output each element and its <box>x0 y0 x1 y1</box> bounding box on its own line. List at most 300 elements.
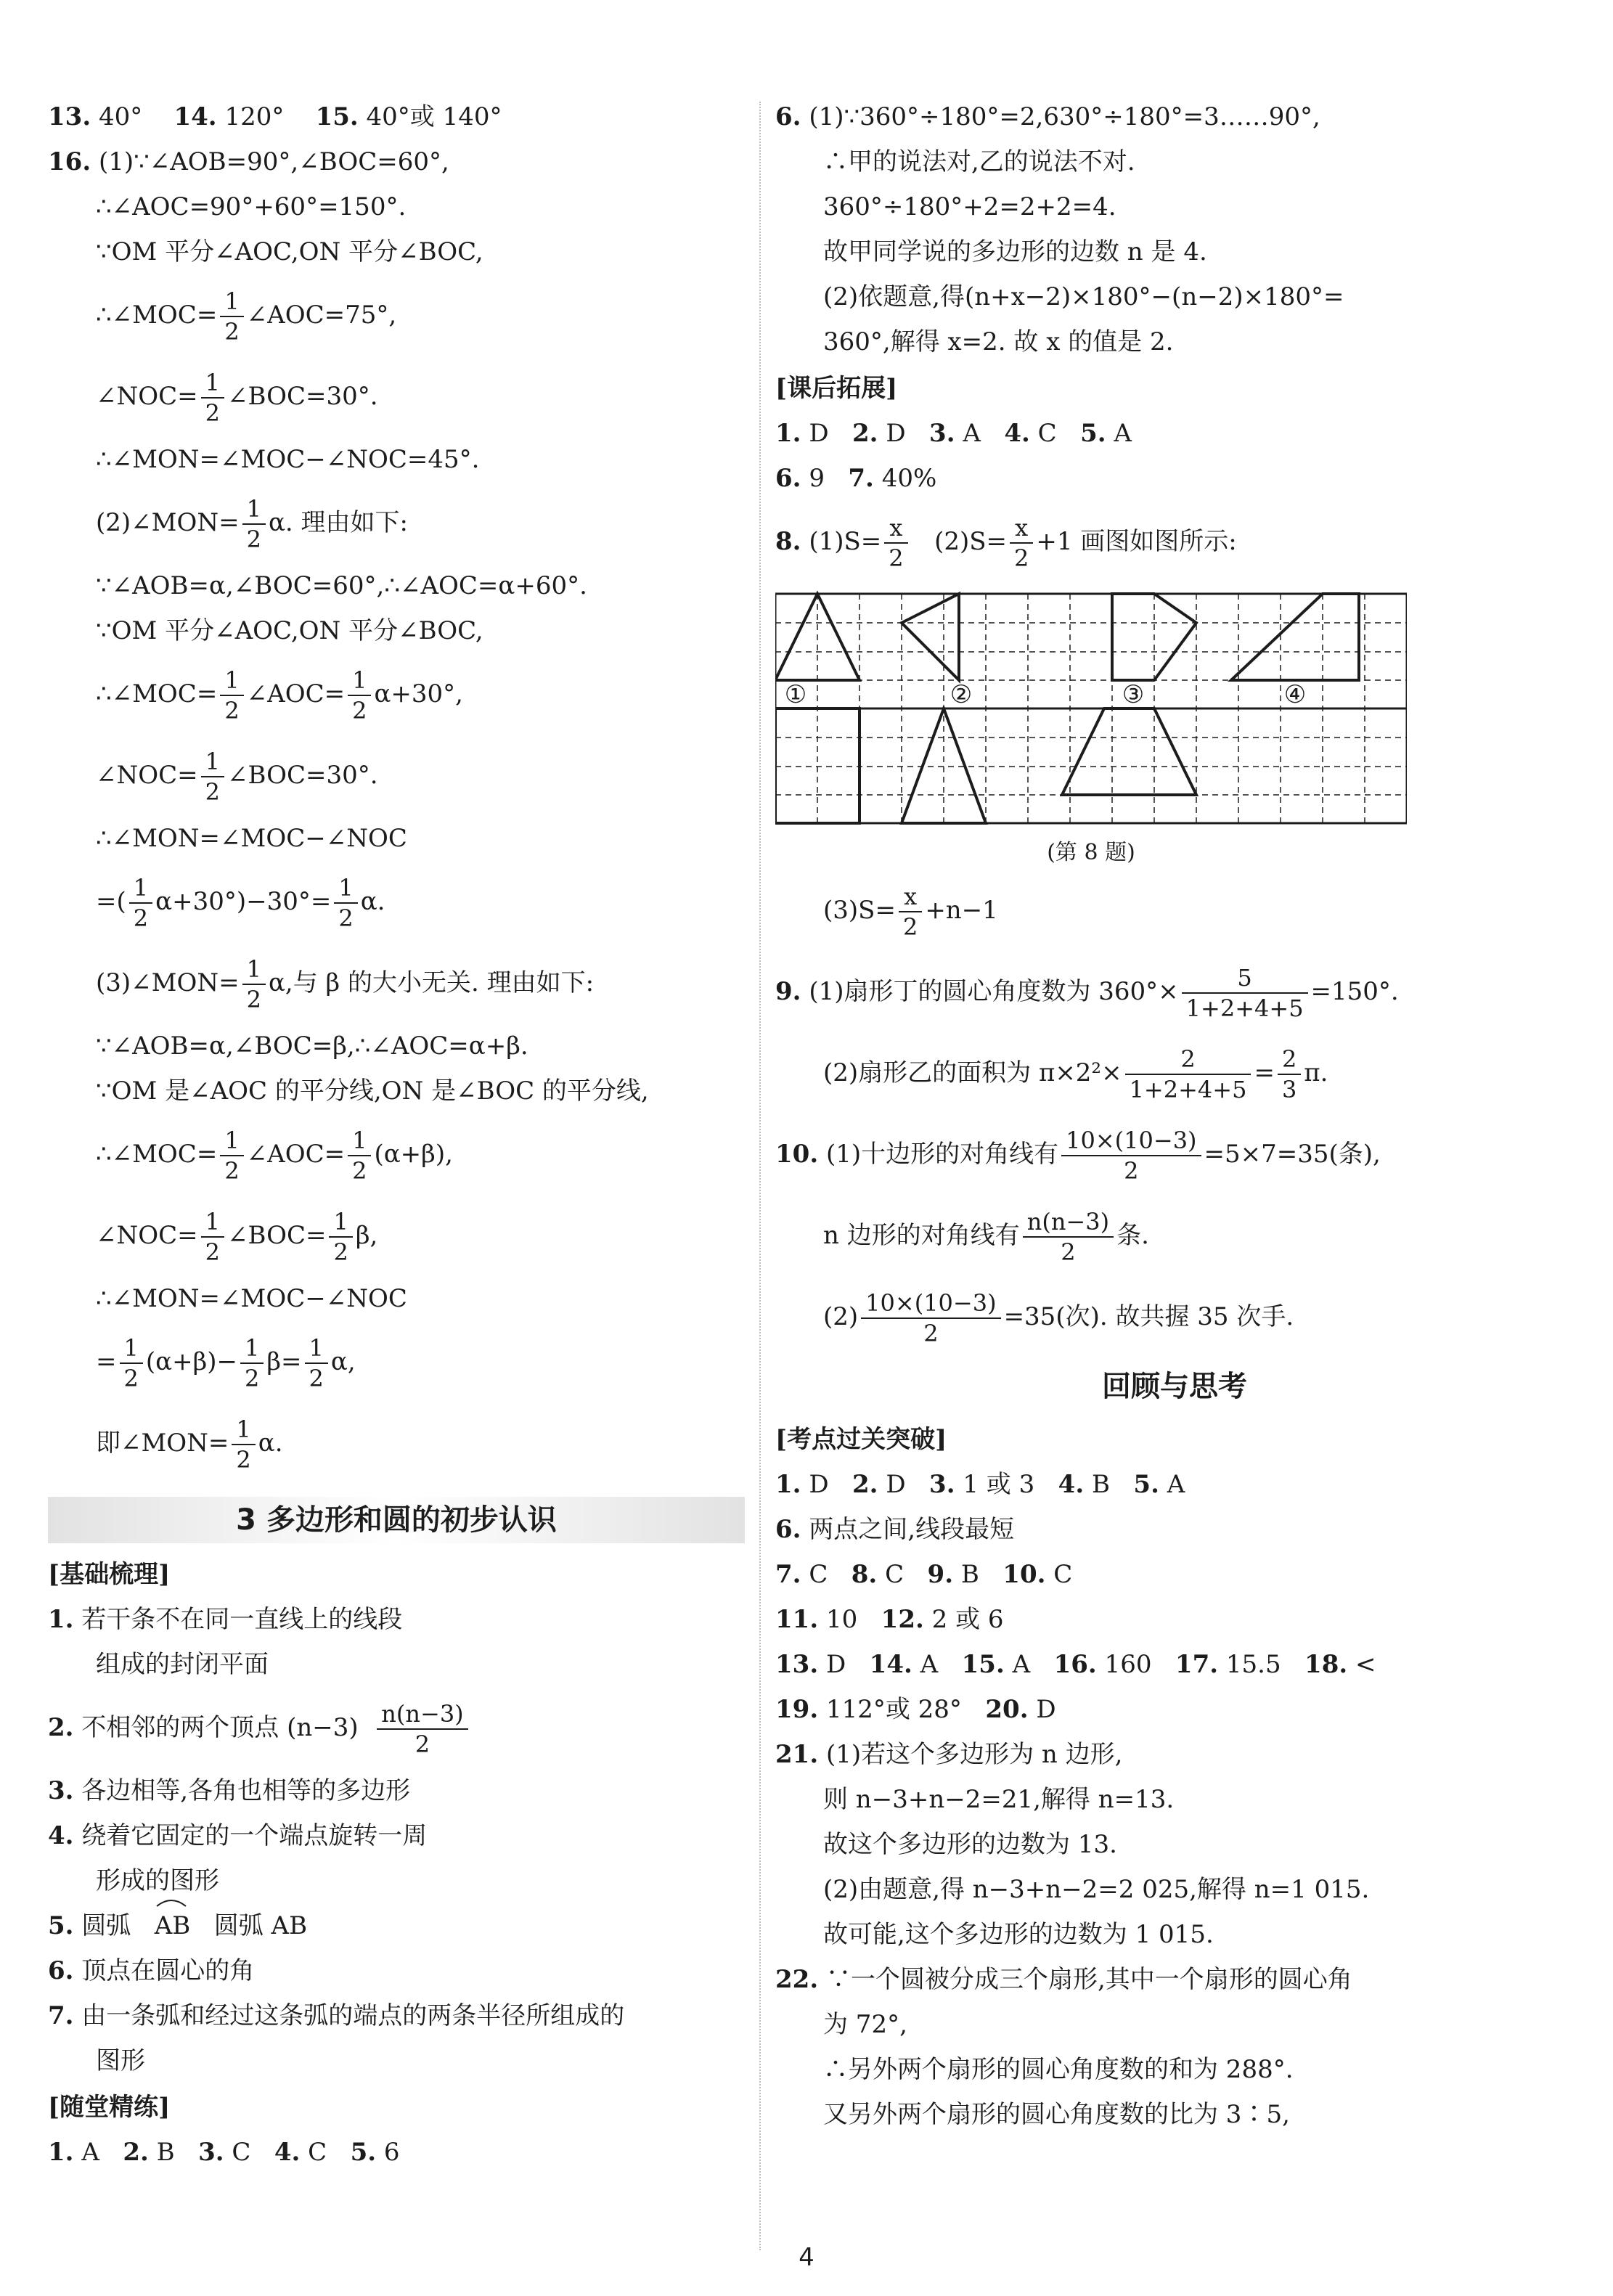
numerator: 1 <box>201 368 224 399</box>
text: ∠NOC= <box>96 1221 198 1250</box>
fraction-half <box>348 666 371 725</box>
q16-line-l: ∴∠MON=∠MOC−∠NOC <box>96 824 407 853</box>
numerator: 2 <box>1125 1045 1251 1075</box>
numerator: 1 <box>348 1126 371 1156</box>
answer: D <box>809 1470 829 1499</box>
fraction-half <box>120 1333 143 1393</box>
basic-2 <box>48 1687 745 1768</box>
numerator: 1 <box>201 1207 224 1238</box>
denominator: 2 <box>1061 1238 1076 1266</box>
text: ∠NOC= <box>96 382 198 411</box>
text: α+30°)−30°= <box>155 887 332 916</box>
review-answers-7 <box>775 1552 1574 1597</box>
numerator: 1 <box>220 1126 243 1156</box>
q-number: 6. <box>775 1515 801 1544</box>
q-number: 5. <box>1080 419 1106 448</box>
q-number: 1. <box>775 1470 801 1499</box>
q-number: 8. <box>775 527 801 556</box>
section-banner: 3 多边形和圆的初步认识 <box>48 1497 745 1543</box>
q-number: 2. <box>852 419 878 448</box>
q-number: 1. <box>48 1605 74 1634</box>
review-answers-19 <box>775 1687 1574 1732</box>
q9-line-b <box>775 1032 1574 1114</box>
tag-class-practice: [随堂精练] <box>48 2093 171 2122</box>
denominator: 1+2+4+5 <box>1129 1076 1247 1103</box>
fraction <box>1023 1207 1114 1267</box>
fraction <box>861 1288 1000 1348</box>
text: ∠BOC=30°. <box>226 382 378 411</box>
answer: A <box>1167 1470 1185 1499</box>
numerator: x <box>884 513 907 544</box>
review-6 <box>775 1507 1574 1552</box>
left-column <box>48 94 745 2175</box>
numerator: 10×(10−3) <box>1061 1126 1201 1156</box>
q-number: 4. <box>274 2138 301 2167</box>
q16-line-s: ∴∠MON=∠MOC−∠NOC <box>96 1284 407 1313</box>
answer: B <box>156 2138 175 2167</box>
q-number: 11. <box>775 1605 819 1634</box>
q16-line-f: ∴∠MON=∠MOC−∠NOC=45°. <box>96 445 480 474</box>
answer: C <box>885 1560 904 1589</box>
figure-label-2: ② <box>950 680 973 709</box>
denominator: 2 <box>415 1731 430 1758</box>
text: 若干条不在同一直线上的线段 <box>81 1605 403 1634</box>
q16-line-n <box>48 942 745 1024</box>
text: β, <box>355 1221 378 1250</box>
text: 绕着它固定的一个端点旋转一周 <box>81 1821 428 1850</box>
q22-line-d: 又另外两个扇形的圆心角度数的比为 3∶5, <box>823 2100 1290 2129</box>
q16-line-k <box>48 735 745 816</box>
answer: C <box>1037 419 1057 448</box>
answer: 40% <box>881 464 937 493</box>
text: 不相邻的两个顶点 (n−3) <box>81 1713 359 1742</box>
text: ∴∠MOC= <box>96 1140 218 1169</box>
numerator: 1 <box>220 666 243 696</box>
text: ∠AOC=75°, <box>246 301 397 330</box>
fraction-x-over-2 <box>884 513 907 573</box>
q16-line-h: ∵∠AOB=α,∠BOC=60°,∴∠AOC=α+60°. <box>96 571 587 600</box>
text: ∠AOC= <box>246 1140 346 1169</box>
text: = <box>1254 1058 1275 1087</box>
arc-symbol-icon <box>155 1897 188 1908</box>
q-number: 5. <box>48 1911 74 1940</box>
q-number: 21. <box>775 1740 819 1769</box>
answer: 2 或 6 <box>931 1605 1004 1634</box>
q22-line-c: ∴另外两个扇形的圆心角度数的和为 288°. <box>823 2055 1294 2084</box>
fraction-half <box>242 955 266 1014</box>
denominator: 2 <box>224 318 240 346</box>
fraction-half <box>201 1207 224 1267</box>
answer: 两点之间,线段最短 <box>809 1515 1015 1544</box>
q-number: 22. <box>775 1965 819 1994</box>
q16-line-t <box>48 1321 745 1402</box>
fraction-half <box>220 287 243 346</box>
text: α. <box>258 1429 283 1458</box>
q21-line-c: 故这个多边形的边数为 13. <box>823 1830 1117 1859</box>
basic-3 <box>48 1768 745 1813</box>
text: ∠AOC= <box>246 679 346 708</box>
q22-line-b: 为 72°, <box>823 2010 907 2039</box>
q16-line-e <box>48 356 745 437</box>
fraction <box>377 1699 467 1759</box>
answer: D <box>886 419 906 448</box>
fraction <box>1125 1045 1251 1104</box>
denominator: 2 <box>205 399 220 427</box>
answer: B <box>960 1560 979 1589</box>
figure-label-3: ③ <box>1122 680 1145 709</box>
q21-line-a <box>775 1732 1574 1777</box>
denominator: 2 <box>309 1365 324 1392</box>
answer: C <box>308 2138 327 2167</box>
fraction-half <box>232 1415 255 1474</box>
numerator: x <box>1010 513 1033 544</box>
q-number: 4. <box>48 1821 74 1850</box>
answer: D <box>825 1650 846 1679</box>
q-number: 2. <box>48 1713 74 1742</box>
text: (3)∠MON= <box>96 968 240 997</box>
tag-exam-points: [考点过关突破] <box>775 1425 947 1454</box>
right-column <box>775 94 1574 2137</box>
numerator: n(n−3) <box>1023 1207 1114 1238</box>
figure-label-1: ① <box>784 680 807 709</box>
basic-1 <box>48 1597 745 1642</box>
text: β= <box>266 1347 302 1376</box>
text: AB <box>154 1911 191 1940</box>
text: (1)扇形丁的圆心角度数为 360°× <box>809 977 1179 1006</box>
numerator: 1 <box>242 955 266 985</box>
numerator: 1 <box>232 1415 255 1445</box>
basic-4 <box>48 1813 745 1858</box>
q-number: 10. <box>1002 1560 1046 1589</box>
numerator: n(n−3) <box>377 1699 467 1730</box>
text: (1)十边形的对角线有 <box>825 1140 1059 1169</box>
after-answers-2 <box>775 456 1574 501</box>
text: 各边相等,各角也相等的多边形 <box>81 1776 411 1805</box>
answer: A <box>963 419 981 448</box>
q9-line-a <box>775 951 1574 1032</box>
text: α+30°, <box>374 679 463 708</box>
answer: C <box>232 2138 251 2167</box>
review-answers-1 <box>775 1462 1574 1507</box>
text: (1)S= <box>809 527 882 556</box>
q8-line-a <box>775 501 1574 582</box>
denominator: 2 <box>338 904 354 932</box>
arc-ab <box>155 1903 191 1948</box>
text: =5×7=35(条), <box>1204 1140 1381 1169</box>
q-number: 6. <box>775 102 801 131</box>
text: (2)扇形乙的面积为 π×2²× <box>823 1058 1122 1087</box>
answer: C <box>809 1560 828 1589</box>
text: n 边形的对角线有 <box>823 1221 1020 1250</box>
fraction-half <box>220 1126 243 1185</box>
q16-line-r <box>48 1195 745 1276</box>
q16-line-d <box>48 274 745 356</box>
q16-line-p: ∵OM 是∠AOC 的平分线,ON 是∠BOC 的平分线, <box>96 1076 649 1106</box>
fraction-half <box>201 747 224 806</box>
q-number: 2. <box>123 2138 149 2167</box>
text: π. <box>1304 1058 1328 1087</box>
answer: 6 <box>383 2138 400 2167</box>
q10-line-b <box>775 1195 1574 1276</box>
q-number: 4. <box>1058 1470 1085 1499</box>
shape-5-rectangle <box>775 708 859 823</box>
answer-line-13-15 <box>48 94 745 139</box>
q-number: 2. <box>852 1470 878 1499</box>
q16-line-b: ∴∠AOC=90°+60°=150°. <box>96 192 407 221</box>
q6-line-a <box>775 94 1574 139</box>
answer: A <box>81 2138 99 2167</box>
text: ∴∠MOC= <box>96 301 218 330</box>
answer: 40° <box>98 102 143 131</box>
q-number: 5. <box>350 2138 377 2167</box>
text: ∠BOC= <box>226 1221 327 1250</box>
q-number: 6. <box>775 464 801 493</box>
q16-line-u <box>48 1402 745 1484</box>
denominator: 2 <box>205 778 220 806</box>
answer: A <box>920 1650 939 1679</box>
q22-line-a <box>775 1957 1574 2002</box>
q-number: 9. <box>775 977 801 1006</box>
text: α,与 β 的大小无关. 理由如下: <box>268 968 595 997</box>
q6-line-b: ∴甲的说法对,乙的说法不对. <box>823 147 1135 176</box>
fraction <box>1061 1126 1201 1185</box>
answer: 120° <box>224 102 285 131</box>
text: 由一条弧和经过这条弧的端点的两条半径所组成的 <box>81 2001 625 2030</box>
numerator: 1 <box>305 1333 328 1364</box>
numerator: x <box>899 882 922 912</box>
numerator: 1 <box>240 1333 264 1364</box>
q10-line-c <box>775 1276 1574 1357</box>
q-number: 5. <box>1133 1470 1159 1499</box>
fraction-half <box>242 494 266 554</box>
numerator: 1 <box>348 666 371 696</box>
q6-line-d: 故甲同学说的多边形的边数 n 是 4. <box>823 237 1207 266</box>
grid-figure-q8 <box>775 587 1407 836</box>
basic-7-cont: 图形 <box>96 2046 145 2075</box>
q16-line-o: ∵∠AOB=α,∠BOC=β,∴∠AOC=α+β. <box>96 1031 528 1061</box>
denominator: 1+2+4+5 <box>1185 994 1304 1022</box>
after-answers-1 <box>775 411 1574 456</box>
review-answers-13 <box>775 1642 1574 1687</box>
q-number: 15. <box>961 1650 1005 1679</box>
text: 条. <box>1116 1221 1149 1250</box>
q-number: 6. <box>48 1956 74 1985</box>
denominator: 2 <box>902 913 918 941</box>
denominator: 2 <box>123 1365 139 1392</box>
text: =( <box>96 887 126 916</box>
q16-line-i: ∵OM 平分∠AOC,ON 平分∠BOC, <box>96 616 483 645</box>
q6-line-f: 360°,解得 x=2. 故 x 的值是 2. <box>823 327 1174 356</box>
q-number: 17. <box>1175 1650 1219 1679</box>
answer: 40°或 140° <box>366 102 502 131</box>
numerator: 1 <box>120 1333 143 1364</box>
q-number: 3. <box>198 2138 224 2167</box>
denominator: 2 <box>1014 544 1029 572</box>
answer: B <box>1091 1470 1110 1499</box>
q-number: 16. <box>48 147 91 176</box>
figure-caption: (第 8 题) <box>1047 840 1135 865</box>
q-number: 18. <box>1304 1650 1348 1679</box>
answer: D <box>809 419 829 448</box>
q-number: 7. <box>775 1560 801 1589</box>
basic-6 <box>48 1948 745 1993</box>
q-number: 10. <box>775 1140 819 1169</box>
fraction-half <box>220 666 243 725</box>
text: (2)∠MON= <box>96 508 240 537</box>
q21-line-d: (2)由题意,得 n−3+n−2=2 025,解得 n=1 015. <box>823 1875 1370 1904</box>
text: +n−1 <box>925 896 998 925</box>
numerator: 1 <box>201 747 224 777</box>
q-number: 13. <box>775 1650 819 1679</box>
text: +1 画图如图所示: <box>1036 527 1237 556</box>
q-number: 15. <box>315 102 359 131</box>
numerator: 1 <box>242 494 266 525</box>
q-number: 14. <box>869 1650 912 1679</box>
shape-6-triangle <box>902 708 986 823</box>
denominator: 2 <box>224 1157 240 1185</box>
text: ∠NOC= <box>96 761 198 790</box>
text: (α+β), <box>374 1140 453 1169</box>
text: (1)若这个多边形为 n 边形, <box>825 1740 1123 1769</box>
q-number: 12. <box>881 1605 924 1634</box>
q16-line-c: ∵OM 平分∠AOC,ON 平分∠BOC, <box>96 237 483 266</box>
denominator: 2 <box>889 544 904 572</box>
q-number: 7. <box>848 464 874 493</box>
basic-5 <box>48 1903 745 1948</box>
denominator: 2 <box>205 1238 220 1266</box>
q-number: 1. <box>48 2138 74 2167</box>
denominator: 3 <box>1281 1076 1297 1103</box>
text: (1)∵360°÷180°=2,630°÷180°=3……90°, <box>809 102 1320 131</box>
shape-7-trapezoid <box>1062 708 1196 795</box>
fraction-half <box>305 1333 328 1393</box>
shape-4-trapezoid <box>1231 594 1359 680</box>
q-number: 1. <box>775 419 801 448</box>
text: = <box>96 1347 117 1376</box>
basic-1-cont: 组成的封闭平面 <box>96 1650 269 1679</box>
q-number: 7. <box>48 2001 74 2030</box>
text: 圆弧 AB <box>213 1911 308 1940</box>
denominator: 2 <box>1124 1157 1139 1185</box>
text: =35(次). 故共握 35 次手. <box>1003 1302 1294 1331</box>
numerator: 1 <box>220 287 243 317</box>
numerator: 1 <box>334 873 357 904</box>
text: 圆弧 <box>81 1911 131 1940</box>
figure-label-4: ④ <box>1283 680 1307 709</box>
answer: A <box>1114 419 1132 448</box>
q-number: 16. <box>1053 1650 1097 1679</box>
answer: C <box>1053 1560 1073 1589</box>
text: α. <box>360 887 385 916</box>
answer: A <box>1012 1650 1031 1679</box>
denominator: 2 <box>246 526 261 553</box>
fraction-half <box>129 873 152 933</box>
class-answers <box>48 2130 745 2175</box>
answer: 15.5 <box>1225 1650 1281 1679</box>
text: =150°. <box>1310 977 1399 1006</box>
q-number: 14. <box>173 102 217 131</box>
basic-4-cont: 形成的图形 <box>96 1866 219 1895</box>
text: (3)S= <box>823 896 896 925</box>
answer: 10 <box>825 1605 858 1634</box>
q6-line-e: (2)依题意,得(n+x−2)×180°−(n−2)×180°= <box>823 282 1344 311</box>
basic-7 <box>48 1993 745 2038</box>
text: 即∠MON= <box>96 1429 229 1458</box>
q16-line-j <box>48 653 745 735</box>
q-number: 3. <box>48 1776 74 1805</box>
denominator: 2 <box>133 904 149 932</box>
tag-basic: [基础梳理] <box>48 1560 171 1589</box>
q-number: 4. <box>1004 419 1030 448</box>
q6-line-c: 360°÷180°+2=2+2=4. <box>823 192 1116 221</box>
q16-line-q <box>48 1114 745 1195</box>
text: α, <box>330 1347 356 1376</box>
text: ∵一个圆被分成三个扇形,其中一个扇形的圆心角 <box>825 1965 1352 1994</box>
fraction <box>1182 963 1308 1023</box>
q16-line-a <box>48 139 745 184</box>
fraction-half <box>348 1126 371 1185</box>
numerator: 10×(10−3) <box>861 1288 1000 1319</box>
tag-after-class: [课后拓展] <box>775 374 898 403</box>
page-number: 4 <box>799 2243 814 2272</box>
denominator: 2 <box>352 697 367 724</box>
fraction <box>1278 1045 1301 1104</box>
text: (2)S= <box>934 527 1008 556</box>
q10-line-a <box>775 1114 1574 1195</box>
denominator: 2 <box>923 1320 939 1347</box>
denominator: 2 <box>333 1238 348 1266</box>
fraction-x-over-2 <box>1010 513 1033 573</box>
answer: 1 或 3 <box>963 1470 1035 1499</box>
answer: 9 <box>809 464 825 493</box>
q-number: 19. <box>775 1695 819 1724</box>
numerator: 1 <box>129 873 152 904</box>
text: ∠BOC=30°. <box>226 761 378 790</box>
q8-line-d <box>775 870 1574 951</box>
numerator: 1 <box>329 1207 352 1238</box>
text: (2) <box>823 1302 859 1331</box>
answer: < <box>1355 1650 1376 1679</box>
denominator: 2 <box>246 986 261 1013</box>
answer: 112°或 28° <box>825 1695 962 1724</box>
denominator: 2 <box>224 697 240 724</box>
q-number: 8. <box>851 1560 878 1589</box>
q21-line-e: 故可能,这个多边形的边数为 1 015. <box>823 1920 1214 1949</box>
q-number: 13. <box>48 102 91 131</box>
q-number: 20. <box>985 1695 1029 1724</box>
fraction-half <box>201 368 224 428</box>
fraction-half <box>329 1207 352 1267</box>
q16-line-g <box>48 482 745 563</box>
q21-line-b: 则 n−3+n−2=21,解得 n=13. <box>823 1785 1175 1814</box>
grid-figure-svg <box>775 587 1407 833</box>
numerator: 5 <box>1182 963 1308 994</box>
answer: 160 <box>1104 1650 1152 1679</box>
text: (α+β)− <box>145 1347 237 1376</box>
numerator: 2 <box>1278 1045 1301 1075</box>
text: (1)∵∠AOB=90°,∠BOC=60°, <box>98 147 449 176</box>
q16-line-m <box>48 861 745 942</box>
text: α. 理由如下: <box>268 508 408 537</box>
fraction-x-over-2 <box>899 882 922 941</box>
denominator: 2 <box>236 1446 251 1474</box>
text: ∴∠MOC= <box>96 679 218 708</box>
fraction-half <box>334 873 357 933</box>
q-number: 3. <box>929 419 955 448</box>
q-number: 3. <box>929 1470 955 1499</box>
fraction-half <box>240 1333 264 1393</box>
review-answers-11 <box>775 1597 1574 1642</box>
